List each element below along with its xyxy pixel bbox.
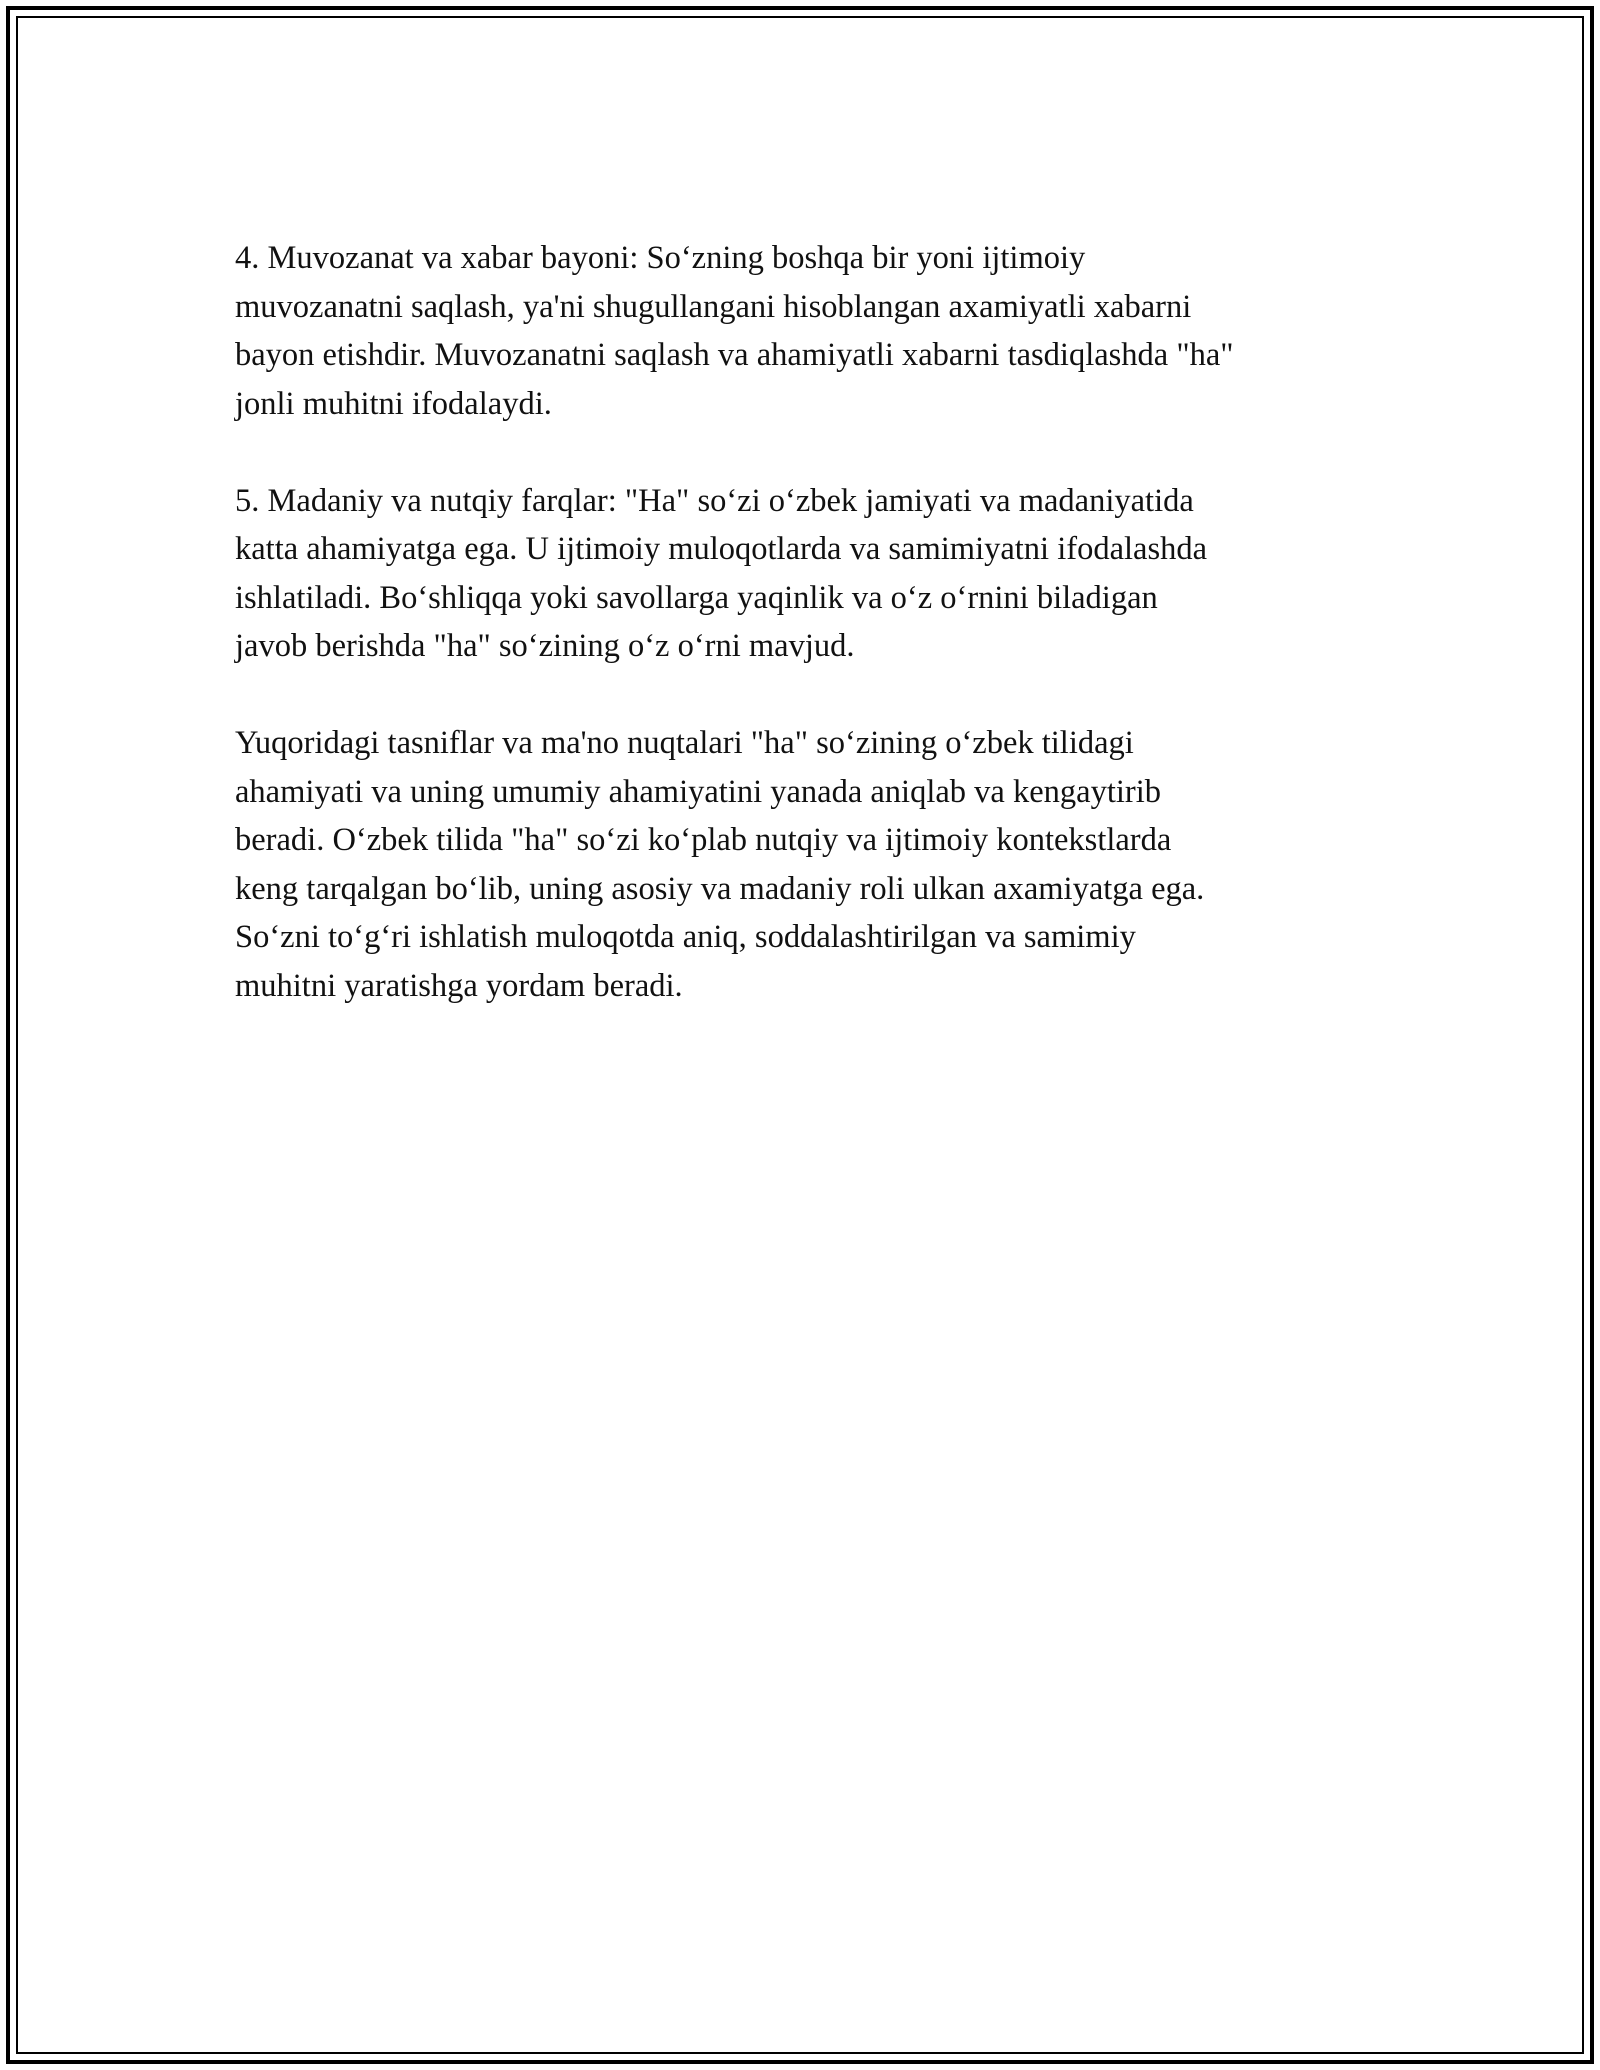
paragraph-conclusion: Yuqoridagi tasniflar va ma'no nuqtalari "ha" so‘zining o‘zbek tilidagi ahamiyati va uning umumiy ahamiyatini yanada aniqlab va kengaytirib beradi. O‘zbek tilida "ha" so‘zi ko‘plab nutqiy va ijtimoiy kontekstlarda keng tarqalgan bo‘lib, uning asosiy va madaniy roli ulkan axamiyatga ega. So‘zni to‘g‘ri ishlatish muloqotda aniq, soddalashtirilgan va samimiy muhitni yaratishga yordam beradi. bbox=[235, 725, 1205, 1004]
document-body bbox=[235, 234, 1395, 1059]
paragraph-cultural-differences: 5. Madaniy va nutqiy farqlar: "Ha" so‘zi o‘zbek jamiyati va madaniyatida katta ahamiyatga ega. U ijtimoiy muloqotlarda va samimiyatni ifodalashda ishlatiladi. Bo‘shliqqa yoki savollarga yaqinlik va o‘z o‘rnini biladigan javob berishda "ha" so‘zining o‘z o‘rni mavjud. bbox=[235, 482, 1208, 664]
paragraph-balance-and-message: 4. Muvozanat va xabar bayoni: So‘zning boshqa bir yoni ijtimoiy muvozanatni saqlash, ya'ni shugullangani hisoblangan axamiyatli xabarni bayon etishdir. Muvozanatni saqlash va ahamiyatli xabarni tasdiqlashda "ha" jonli muhitni ifodalaydi. bbox=[235, 240, 1234, 422]
